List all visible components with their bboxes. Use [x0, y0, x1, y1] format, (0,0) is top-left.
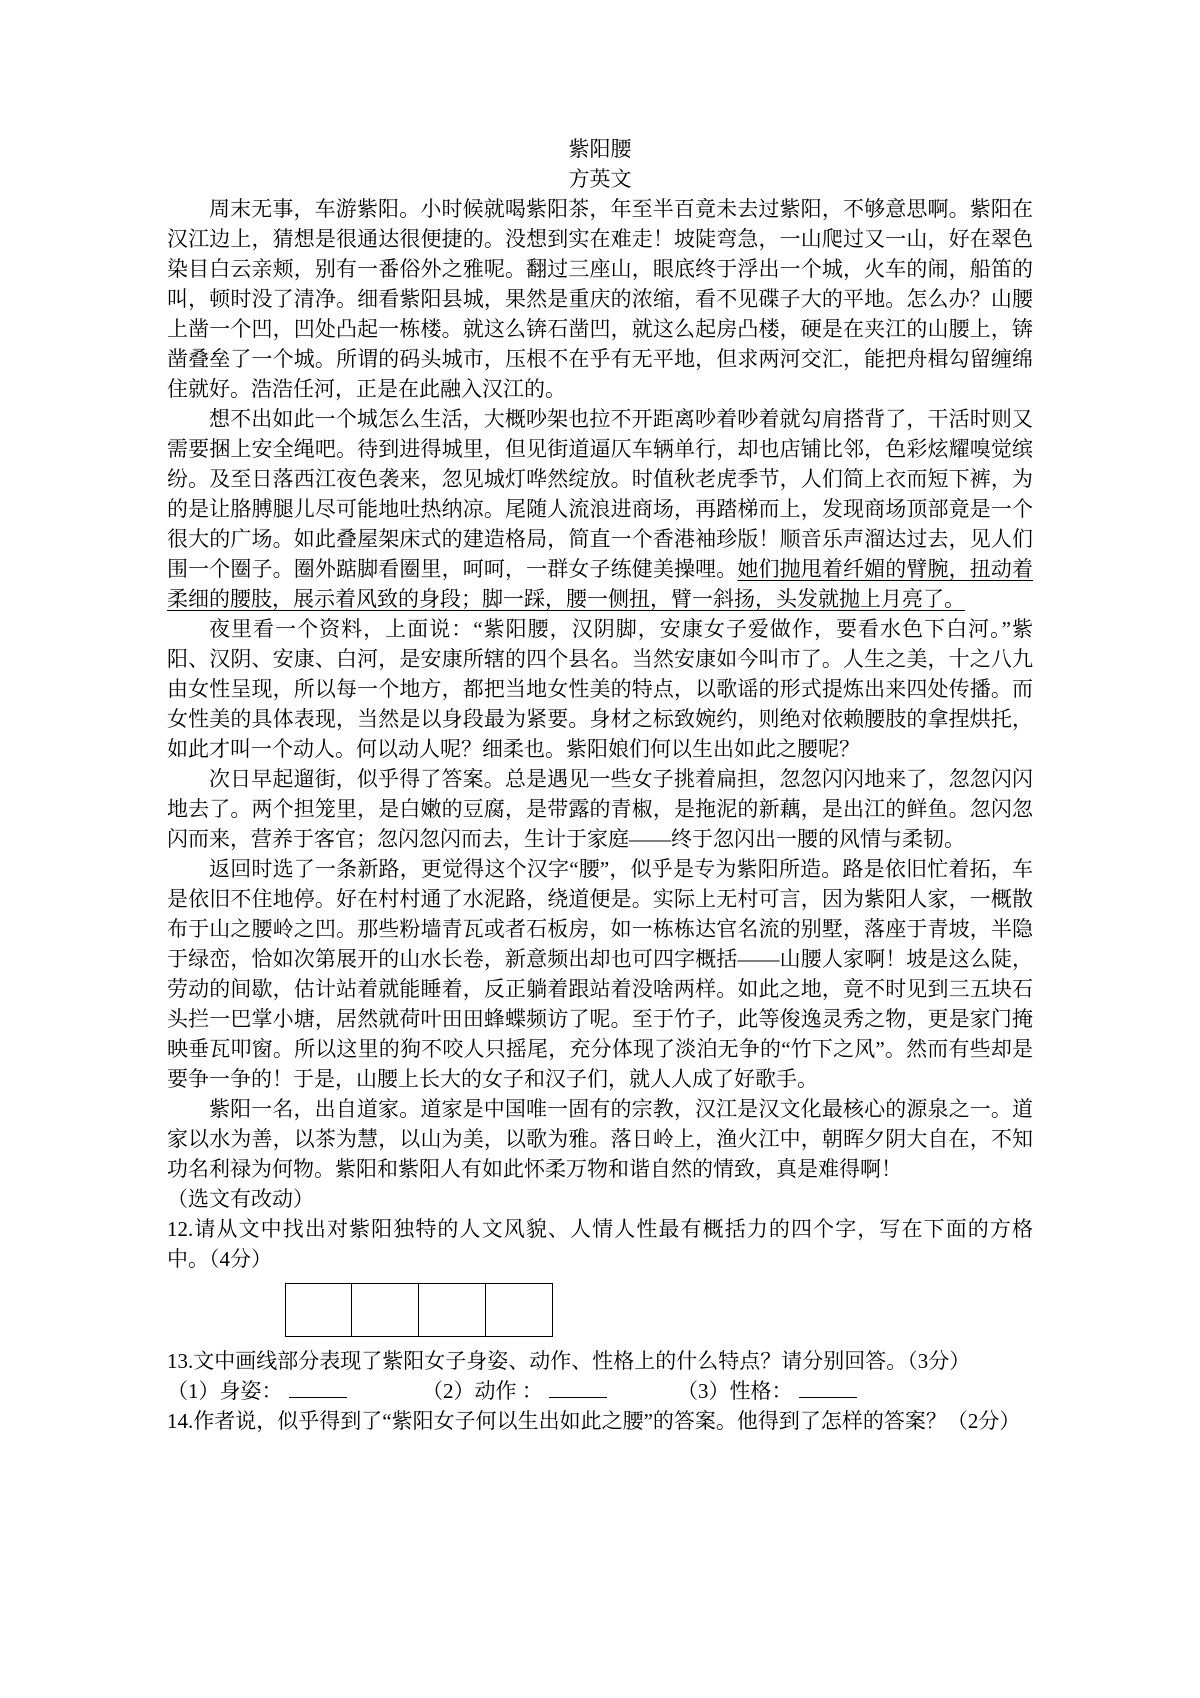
question-12: 12.请从文中找出对紫阳独特的人文风貌、人情人性最有概括力的四个字，写在下面的方格中。（4分） [167, 1217, 1033, 1271]
essay-paragraph-6: 紫阳一名，出自道家。道家是中国唯一固有的宗教，汉江是汉文化最核心的源泉之一。道家以水为善，以茶为慧，以山为美，以歌为雅。落日岭上，渔火江中，朝晖夕阴大自在，不知功名利禄为何物。紫阳和紫阳人有如此怀柔万物和谐自然的情致，真是难得啊！ [167, 1097, 1033, 1181]
source-note: （选文有改动） [167, 1187, 314, 1211]
q13-label-character: （3）性格： [677, 1379, 793, 1403]
answer-blank-character [799, 1378, 857, 1398]
essay-paragraph-5: 返回时选了一条新路，更觉得这个汉字“腰”，似乎是专为紫阳所造。路是依旧忙着拓，车是依旧不住地停。好在村村通了水泥路，绕道便是。实际上无村可言，因为紫阳人家，一概散布于山之腰岭之凹。那些粉墙青瓦或者石板房，如一栋栋达官名流的别墅，落座于青坡，半隐于绿峦，恰如次第展开的山水长卷，新意频出却也可四字概括——山腰人家啊！坡是这么陡，劳动的间歇，估计站着就能睡着，反正躺着跟站着没啥两样。如此之地，竟不时见到三五块石头拦一巴掌小塘，居然就荷叶田田蜂蝶频访了呢。至于竹子，此等俊逸灵秀之物，更是家门掩映垂瓦叩窗。所以这里的狗不咬人只摇尾，充分体现了淡泊无争的“竹下之风”。然而有些却是要争一争的！于是，山腰上长大的女子和汉子们，就人人成了好歌手。 [167, 857, 1033, 1091]
exam-page [167, 0, 1033, 1436]
answer-grid [285, 1283, 1033, 1337]
answer-blank-posture [289, 1378, 347, 1398]
q13-label-action: （2）动作 ： [422, 1379, 543, 1403]
question-13-blanks [167, 1376, 1033, 1406]
essay-paragraph-4: 次日早起遛街，似乎得了答案。总是遇见一些女子挑着扁担，忽忽闪闪地来了，忽忽闪闪地去了。两个担笼里，是白嫩的豆腐，是带露的青椒，是拖泥的新藕，是出江的鲜鱼。忽闪忽闪而来，营养于客官；忽闪忽闪而去，生计于家庭——终于忽闪出一腰的风情与柔韧。 [167, 767, 1033, 851]
underlined-passage: 她们抛甩着纤媚的臂腕，扭动着柔细的腰肢，展示着风致的身段；脚一踩，腰一侧扭，臂一斜扬，头发就抛上月亮了。 [167, 557, 1033, 611]
q13-item-posture [167, 1376, 422, 1406]
answer-box-3 [419, 1283, 486, 1337]
q13-label-posture: （1）身姿： [167, 1379, 283, 1403]
q13-item-character [677, 1376, 857, 1406]
answer-box-1 [285, 1283, 352, 1337]
answer-box-2 [352, 1283, 419, 1337]
question-14: 14.作者说，似乎得到了“紫阳女子何以生出如此之腰”的答案。他得到了怎样的答案？（2分） [167, 1409, 1021, 1433]
answer-blank-action [549, 1378, 607, 1398]
essay-paragraph-1: 周末无事，车游紫阳。小时候就喝紫阳茶，年至半百竟未去过紫阳，不够意思啊。紫阳在汉江边上，猜想是很通达很便捷的。没想到实在难走！坡陡弯急，一山爬过又一山，好在翠色染目白云亲颊，别有一番俗外之雅呢。翻过三座山，眼底终于浮出一个城，火车的闹，船笛的叫，顿时没了清净。细看紫阳县城，果然是重庆的浓缩，看不见碟子大的平地。怎么办？山腰上凿一个凹，凹处凸起一栋楼。就这么锛石凿凹，就这么起房凸楼，硬是在夹江的山腰上，锛凿叠垒了一个城。所谓的码头城市，压根不在乎有无平地，但求两河交汇，能把舟楫勾留缠绵住就好。浩浩任河，正是在此融入汉江的。 [167, 197, 1033, 401]
essay-author: 方英文 [568, 167, 632, 191]
essay-paragraph-2 [167, 404, 1033, 614]
essay-paragraph-3: 夜里看一个资料，上面说：“紫阳腰，汉阴脚，安康女子爱做作，要看水色下白河。”紫阳、汉阴、安康、白河，是安康所辖的四个县名。当然安康如今叫市了。人生之美，十之八九由女性呈现，所以每一个地方，都把当地女性美的特点，以歌谣的形式提炼出来四处传播。而女性美的具体表现，当然是以身段最为紧要。身材之标致婉约，则绝对依赖腰肢的拿捏烘托，如此才叫一个动人。何以动人呢？细柔也。紫阳娘们何以生出如此之腰呢？ [167, 617, 1033, 761]
q13-item-action [422, 1376, 677, 1406]
answer-box-4 [486, 1283, 553, 1337]
essay-title: 紫阳腰 [568, 137, 632, 161]
paragraph-2-text: 想不出如此一个城怎么生活，大概吵架也拉不开距离吵着吵着就勾肩搭背了，干活时则又需要捆上安全绳吧。待到进得城里，但见街道逼仄车辆单行，却也店铺比邻，色彩炫耀嗅觉缤纷。及至日落西江夜色袭来，忽见城灯哗然绽放。时值秋老虎季节，人们简上衣而短下裤，为的是让胳膊腿儿尽可能地吐热纳凉。尾随人流浪进商场，再踏梯而上，发现商场顶部竟是一个很大的广场。如此叠屋架床式的建造格局，简直一个香港袖珍版！顺音乐声溜达过去，见人们围一个圈子。圈外踮脚看圈里，呵呵，一群女子练健美操哩。 [167, 407, 1033, 581]
question-13: 13.文中画线部分表现了紫阳女子身姿、动作、性格上的什么特点？请分别回答。（3分） [167, 1349, 971, 1373]
